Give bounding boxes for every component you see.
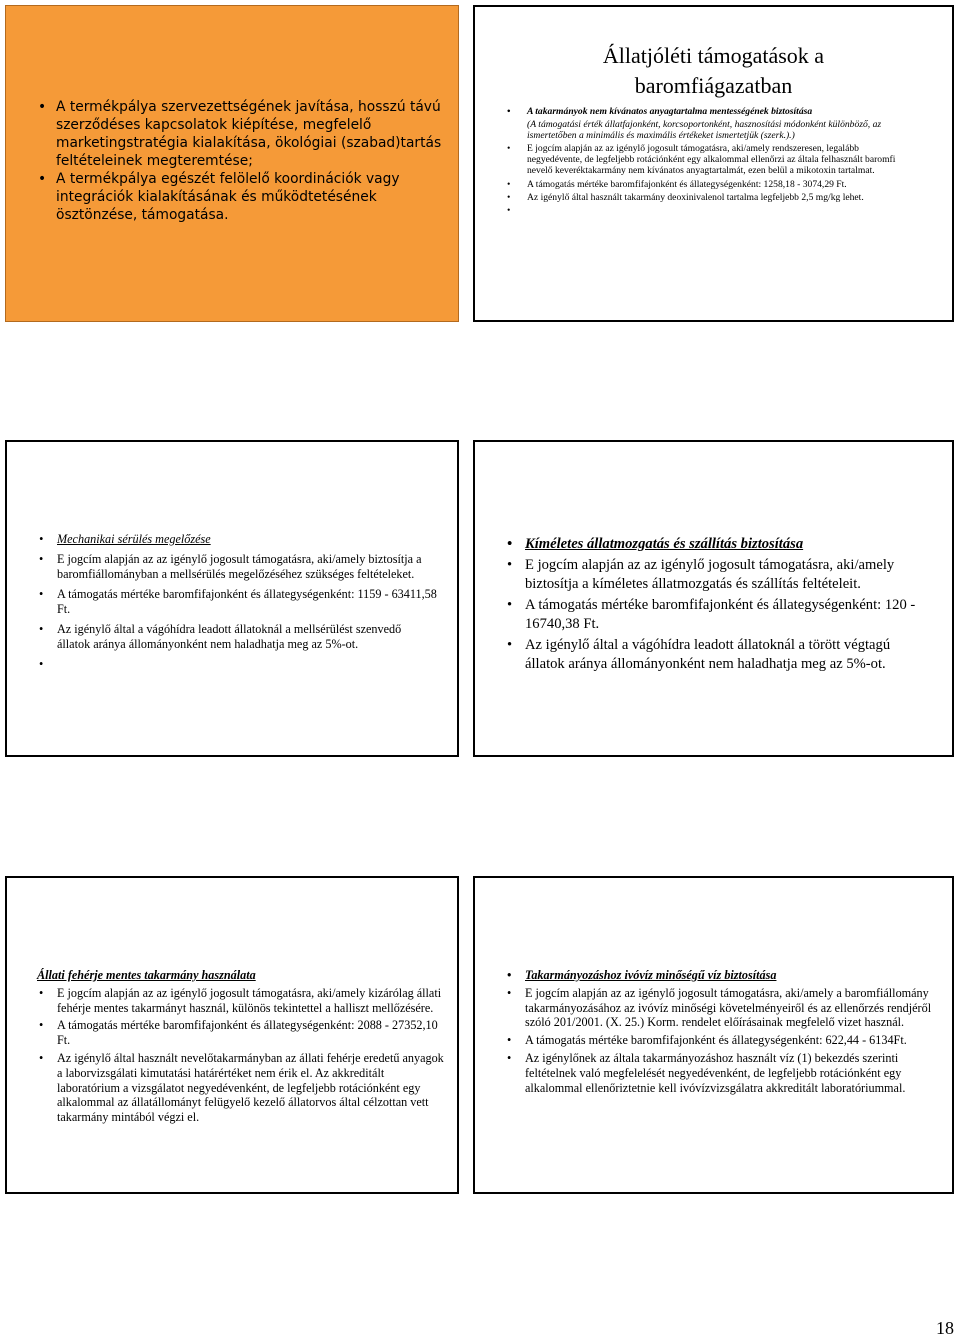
bullet-heading: • Takarmányozáshoz ivóvíz minőségű víz biztosítása	[505, 968, 935, 983]
slide-4	[473, 440, 954, 757]
page-number: 18	[936, 1318, 954, 1338]
bullet-item: • E jogcím alapján az az igénylő jogosult támogatásra, aki/amely kizárólag állati fehérje mentes takarmányt használ, különös tekintettel a halliszt mellőzésére.	[37, 986, 447, 1016]
slide-1-bullet-list	[36, 98, 446, 224]
empty-bullet	[37, 657, 437, 668]
slide-5-bullet-list	[37, 968, 447, 1128]
bullet-item: • A támogatás mértéke baromfifajonként és állategységenként: 2088 - 27352,10 Ft.	[37, 1018, 447, 1048]
slide-heading: Állati fehérje mentes takarmány használata	[37, 968, 256, 982]
slide-2	[473, 5, 954, 322]
slide-3	[5, 440, 459, 757]
note-text: (A támogatási érték állatfajonként, korcsoportonként, hasznosítási módonként különböző, az ismertetőben a minimális és maximális értékeket ismertetjük (szerk.).)	[527, 119, 882, 142]
bullet-heading: • Mechanikai sérülés megelőzése	[37, 532, 437, 548]
bullet-item: • Az igénylő által a vágóhídra leadott állatoknál a mellsérülést szenvedő állatok aránya állományonként nem haladhatja meg az 5%-ot.	[37, 622, 437, 653]
bullet-heading: • Kíméletes állatmozgatás és szállítás biztosítása	[505, 535, 925, 554]
bullet-item: • Az igénylő által használt takarmány deoxinivalenol tartalma legfeljebb 2,5 mg/kg lehet.	[505, 192, 905, 203]
bullet-item: • A támogatás mértéke baromfifajonként és állategységenként: 622,44 - 6134Ft.	[505, 1033, 935, 1048]
slide-6	[473, 876, 954, 1194]
slide-1	[5, 5, 459, 322]
title-line: baromfiágazatban	[634, 73, 793, 98]
bullet-item: • E jogcím alapján az az igénylő jogosult támogatásra, aki/amely rendszeresen, legalább negyedévente, de legfeljebb rotációnként egy alkalommal ellenőrzi az általa felhasznált baromfi nevelő keveréktakarmány nem kívánatos anyagtartalmát, ezen belül a mikotoxin tartalmat.	[505, 143, 905, 176]
bullet-item: • Az igénylő által használt nevelőtakarmányban az állati fehérje eredetű anyagok a laborvizsgálati kimutatási határértéket nem érik el. Az akkreditált laboratórium a vizsgálatot negyedévenként, de legfeljebb rotációnként egy alkalommal az állatállományt felügyelő kezelő állatorvos által célzottan vett takarmány mintából végzi el.	[37, 1051, 447, 1125]
bullet-item: • E jogcím alapján az az igénylő jogosult támogatásra, aki/amely a baromfiállomány takarmányozásához az ivóvíz minőségi követelményeiről és az ellenőrzés rendjéről szóló 201/2001. (X. 25.) Korm. rendelet előírásainak megfelelő vizet használ.	[505, 986, 935, 1030]
title-line: Állatjóléti támogatások a	[602, 43, 825, 68]
bullet-item: • Az igénylő által a vágóhídra leadott állatoknál a törött végtagú állatok aránya állományonként nem haladhatja meg az 5%-ot.	[505, 636, 925, 674]
bullet-item: • A támogatás mértéke baromfifajonként és állategységenként: 120 - 16740,38 Ft.	[505, 596, 925, 634]
slide-5	[5, 876, 459, 1194]
slide-4-bullet-list	[505, 535, 925, 676]
bullet-item: • E jogcím alapján az az igénylő jogosult támogatásra, aki/amely biztosítja a baromfiállományban a mellsérülés megelőzéséhez szükséges feltételeket.	[37, 552, 437, 583]
bullet-item: • E jogcím alapján az az igénylő jogosult támogatásra, aki/amely biztosítja a kíméletes állatmozgatás és szállítás feltételeit.	[505, 556, 925, 594]
slide-2-title	[475, 41, 952, 101]
slide-6-bullet-list	[505, 968, 935, 1098]
empty-bullet	[505, 205, 905, 216]
bullet-item: • A termékpálya egészét felölelő koordinációk vagy integrációk kialakításának és működtetésének ösztönzése, támogatása.	[36, 170, 446, 224]
bullet-item: • A támogatás mértéke baromfifajonként és állategységenként: 1159 - 63411,58 Ft.	[37, 587, 437, 618]
slide-2-bullet-list	[505, 106, 905, 218]
bullet-heading: • A takarmányok nem kívánatos anyagtartalma mentességének biztosítása	[505, 106, 905, 117]
bullet-item: • A termékpálya szervezettségének javítása, hosszú távú szerződéses kapcsolatok kiépítése, megfelelő marketingstratégia kialakítása, ökológiai (szabad)tartás feltételeinek megteremtése;	[36, 98, 446, 170]
slide-3-bullet-list	[37, 532, 437, 672]
bullet-item: • A támogatás mértéke baromfifajonként és állategységenként: 1258,18 - 3074,29 Ft.	[505, 179, 905, 190]
bullet-item: • Az igénylőnek az általa takarmányozáshoz használt víz (1) bekezdés szerinti feltételnek való megfelelését negyedévenként, de legfeljebb rotációnként egy alkalommal ellenőriztetnie kell ivóvízvizsgálatra akkreditált laboratóriummal.	[505, 1051, 935, 1095]
